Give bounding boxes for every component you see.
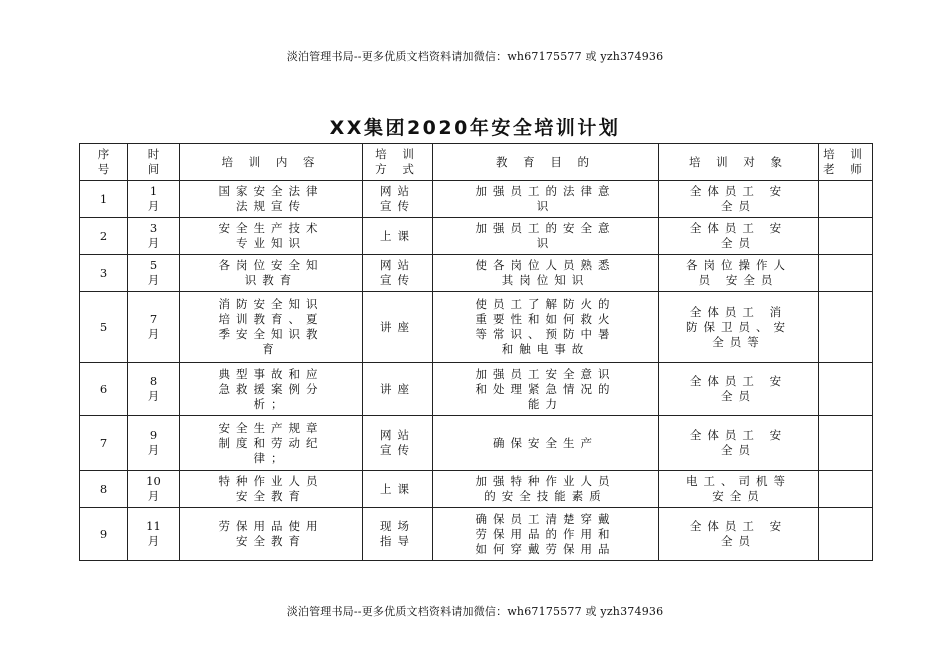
training-plan-table [79, 143, 873, 561]
cell-time: 10 月 [128, 471, 180, 508]
cell-content: 安全生产规章 制度和劳动纪 律； [180, 416, 363, 471]
cell-seq: 3 [80, 255, 128, 292]
cell-audience: 全体员工 消 防保卫员、安 全员等 [659, 292, 819, 363]
cell-purpose: 加强员工的法律意 识 [433, 181, 659, 218]
cell-seq: 5 [80, 292, 128, 363]
cell-teacher [819, 363, 873, 416]
header-audience: 培 训 对 象 [659, 144, 819, 181]
cell-content: 特种作业人员 安全教育 [180, 471, 363, 508]
cell-method: 网站 宣传 [363, 416, 433, 471]
page-footer: 淡泊管理书局--更多优质文档资料请加微信：wh67175577 或 yzh374936 [286, 605, 664, 618]
cell-purpose: 确保安全生产 [433, 416, 659, 471]
cell-time: 7 月 [128, 292, 180, 363]
cell-time: 1 月 [128, 181, 180, 218]
cell-teacher [819, 255, 873, 292]
cell-audience: 全体员工 安 全员 [659, 363, 819, 416]
cell-purpose: 加强员工的安全意 识 [433, 218, 659, 255]
table-row [80, 181, 873, 218]
cell-time: 5 月 [128, 255, 180, 292]
cell-content: 各岗位安全知 识教育 [180, 255, 363, 292]
cell-seq: 9 [80, 508, 128, 561]
cell-time: 3 月 [128, 218, 180, 255]
cell-audience: 全体员工 安 全员 [659, 218, 819, 255]
cell-content: 消防安全知识 培训教育、夏 季安全知识教 育 [180, 292, 363, 363]
cell-audience: 全体员工 安 全员 [659, 416, 819, 471]
cell-seq: 1 [80, 181, 128, 218]
table-row [80, 363, 873, 416]
cell-teacher [819, 292, 873, 363]
table-row [80, 471, 873, 508]
table-row [80, 255, 873, 292]
cell-content: 典型事故和应 急救援案例分 析； [180, 363, 363, 416]
cell-time: 8 月 [128, 363, 180, 416]
page-header: 淡泊管理书局--更多优质文档资料请加微信：wh67175577 或 yzh374936 [286, 50, 664, 63]
table-row [80, 292, 873, 363]
cell-method: 网站 宣传 [363, 255, 433, 292]
header-method: 培 训 方 式 [363, 144, 433, 181]
header-content: 培 训 内 容 [180, 144, 363, 181]
cell-audience: 全体员工 安 全员 [659, 508, 819, 561]
table-row [80, 508, 873, 561]
cell-method: 上课 [363, 218, 433, 255]
cell-method: 讲座 [363, 292, 433, 363]
cell-purpose: 确保员工清楚穿戴 劳保用品的作用和 如何穿戴劳保用品 [433, 508, 659, 561]
cell-seq: 6 [80, 363, 128, 416]
cell-teacher [819, 218, 873, 255]
cell-seq: 2 [80, 218, 128, 255]
cell-seq: 8 [80, 471, 128, 508]
header-teacher: 培 训 老 师 [819, 144, 873, 181]
table-row [80, 416, 873, 471]
header-purpose: 教 育 目 的 [433, 144, 659, 181]
cell-purpose: 使员工了解防火的 重要性和如何救火 等常识、预防中暑 和触电事故 [433, 292, 659, 363]
cell-teacher [819, 471, 873, 508]
cell-seq: 7 [80, 416, 128, 471]
cell-purpose: 加强特种作业人员 的安全技能素质 [433, 471, 659, 508]
header-time: 时 间 [128, 144, 180, 181]
cell-method: 网站 宣传 [363, 181, 433, 218]
cell-audience: 各岗位操作人 员 安全员 [659, 255, 819, 292]
cell-time: 9 月 [128, 416, 180, 471]
cell-audience: 全体员工 安 全员 [659, 181, 819, 218]
cell-method: 上课 [363, 471, 433, 508]
table-row [80, 218, 873, 255]
cell-audience: 电工、司机等 安全员 [659, 471, 819, 508]
cell-method: 讲座 [363, 363, 433, 416]
cell-content: 劳保用品使用 安全教育 [180, 508, 363, 561]
cell-purpose: 加强员工安全意识 和处理紧急情况的 能力 [433, 363, 659, 416]
cell-content: 国家安全法律 法规宣传 [180, 181, 363, 218]
cell-teacher [819, 508, 873, 561]
cell-method: 现场 指导 [363, 508, 433, 561]
cell-time: 11 月 [128, 508, 180, 561]
cell-teacher [819, 416, 873, 471]
cell-purpose: 使各岗位人员熟悉 其岗位知识 [433, 255, 659, 292]
cell-teacher [819, 181, 873, 218]
table-body [80, 181, 873, 561]
header-seq: 序 号 [80, 144, 128, 181]
cell-content: 安全生产技术 专业知识 [180, 218, 363, 255]
document-title: XX集团2020年安全培训计划 [329, 117, 621, 139]
table-header-row [80, 144, 873, 181]
